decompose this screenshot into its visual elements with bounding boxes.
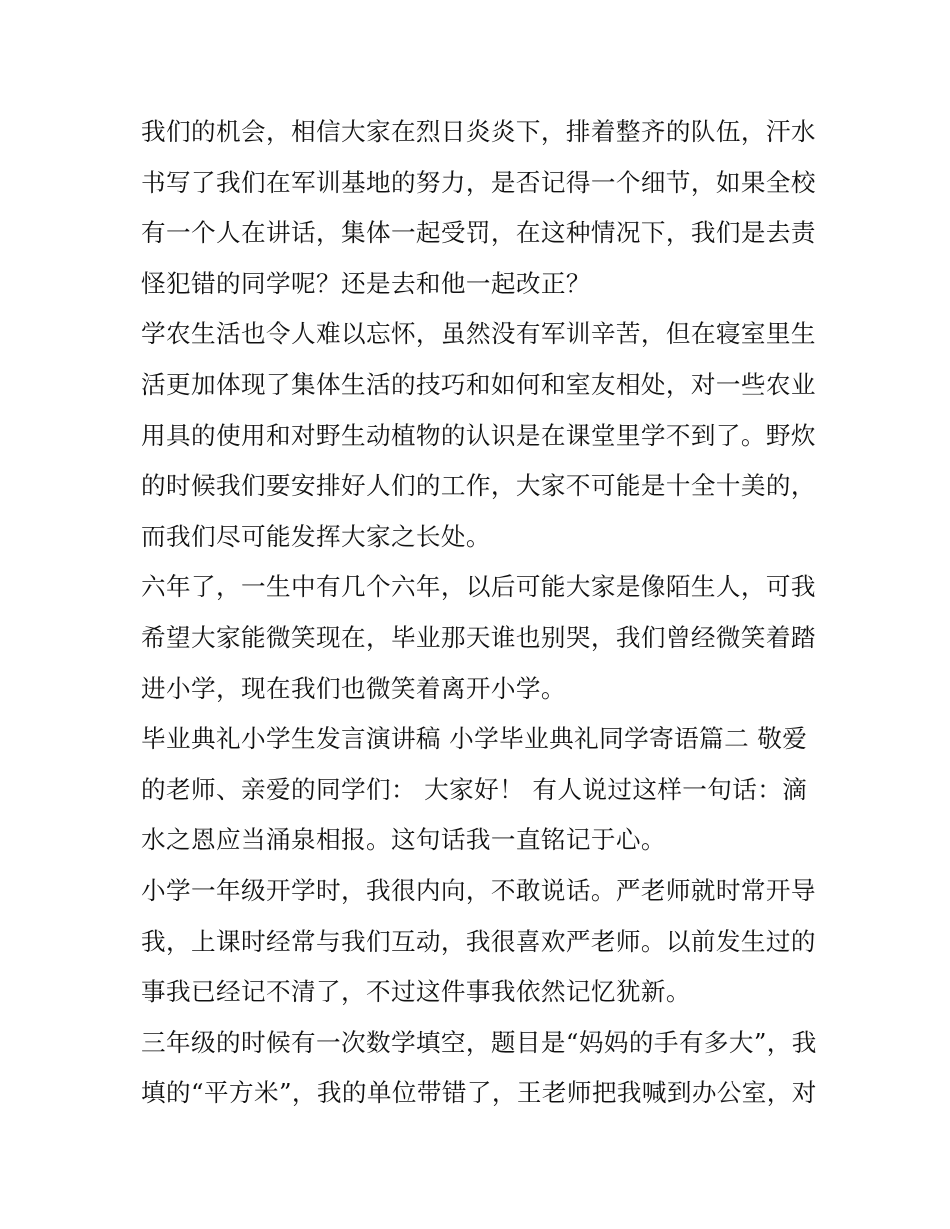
text-line: 学农生活也令人难以忘怀，虽然没有军训辛苦，但在寝室里生: [141, 319, 816, 349]
text-line: 事我已经记不清了，不过这件事我依然记忆犹新。: [141, 977, 691, 1007]
text-line: 毕业典礼小学生发言演讲稿 小学毕业典礼同学寄语篇二 敬爱: [141, 724, 808, 754]
text-line: 我，上课时经常与我们互动，我很喜欢严老师。以前发生过的: [141, 926, 816, 956]
text-line: 用具的使用和对野生动植物的认识是在课堂里学不到了。野炊: [141, 420, 816, 450]
text-line: 的老师、亲爱的同学们： 大家好！ 有人说过这样一句话：滴: [141, 774, 808, 804]
text-line: 书写了我们在军训基地的努力，是否记得一个细节，如果全校: [141, 167, 816, 197]
document-body: [141, 107, 817, 1119]
text-line: 小学一年级开学时，我很内向，不敢说话。严老师就时常开导: [141, 875, 816, 905]
text-line: 活更加体现了集体生活的技巧和如何和室友相处，对一些农业: [141, 369, 816, 399]
text-line: 进小学，现在我们也微笑着离开小学。: [141, 673, 566, 703]
text-line: 三年级的时候有一次数学填空，题目是“妈妈的手有多大”，我: [141, 1027, 817, 1057]
text-line: 希望大家能微笑现在，毕业那天谁也别哭，我们曾经微笑着踏: [141, 622, 816, 652]
text-line: 怪犯错的同学呢？还是去和他一起改正？: [141, 268, 591, 298]
text-line: 有一个人在讲话，集体一起受罚，在这种情况下，我们是去责: [141, 218, 816, 248]
text-line: 水之恩应当涌泉相报。这句话我一直铭记于心。: [141, 825, 666, 855]
text-line: 我们的机会，相信大家在烈日炎炎下，排着整齐的队伍，汗水: [141, 117, 816, 146]
text-line: 填的“平方米”，我的单位带错了，王老师把我喊到办公室，对: [141, 1078, 817, 1108]
text-line: 六年了，一生中有几个六年，以后可能大家是像陌生人，可我: [141, 572, 816, 602]
text-line: 而我们尽可能发挥大家之长处。: [141, 521, 491, 551]
text-line: 的时候我们要安排好人们的工作，大家不可能是十全十美的，: [141, 471, 816, 501]
